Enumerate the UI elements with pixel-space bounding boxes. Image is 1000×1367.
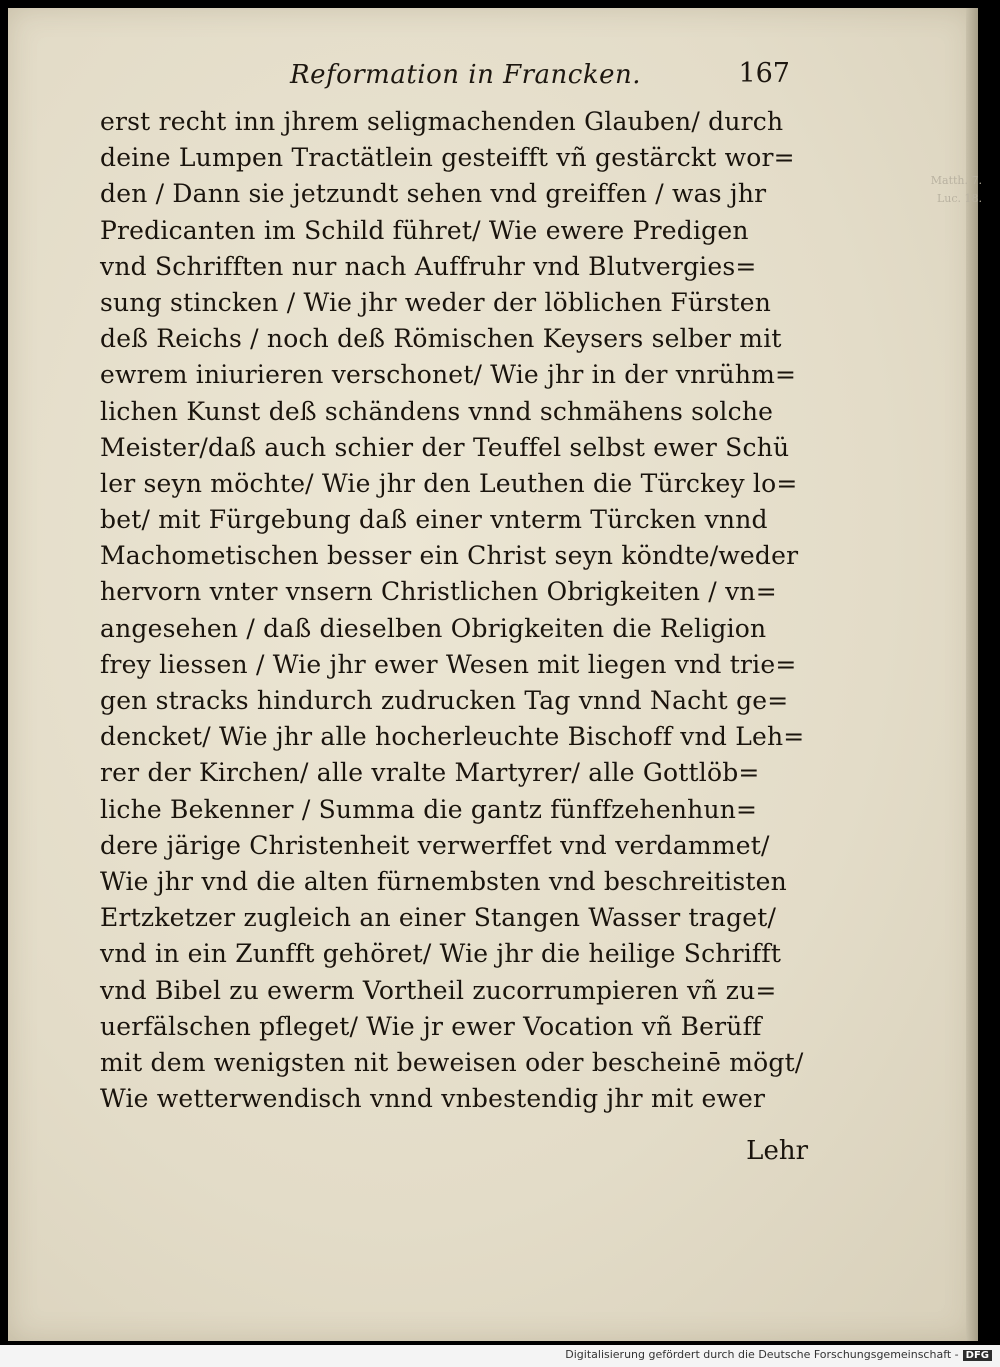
text-line: mit dem wenigsten nit beweisen oder bescheinē mögt/: [100, 1047, 804, 1077]
text-line: Wie jhr vnd die alten fürnembsten vnd beschreitisten: [100, 866, 787, 896]
dfg-logo: DFG: [963, 1350, 992, 1361]
text-line: angesehen / daß dieselben Obrigkeiten die Religion: [100, 613, 767, 643]
text-line: hervorn vnter vnsern Christlichen Obrigkeiten / vn=: [100, 577, 777, 607]
text-line: dencket/ Wie jhr alle hocherleuchte Bischoff vnd Leh=: [100, 722, 805, 752]
text-line: deß Reichs / noch deß Römischen Keysers selber mit: [100, 324, 782, 354]
text-line: Wie wetterwendisch vnnd vnbestendig jhr mit ewer: [100, 1084, 766, 1114]
catchword: Lehr: [746, 1136, 808, 1166]
text-line: vnd in ein Zunfft gehöret/ Wie jhr die heilige Schrifft: [100, 939, 782, 969]
text-line: liche Bekenner / Summa die gantz fünffzehenhun=: [100, 794, 758, 824]
text-line: deine Lumpen Tractätlein gesteifft vñ gestärckt wor=: [100, 143, 795, 173]
text-line: dere järige Christenheit verwerffet vnd verdammet/: [100, 830, 770, 860]
text-line: erst recht inn jhrem seligmachenden Glauben/ durch: [100, 107, 784, 136]
running-head-title: Reformation in Francken.: [290, 60, 642, 90]
page-edge: [966, 8, 978, 1341]
text-line: Meister/daß auch schier der Teuffel selbst ewer Schü: [100, 432, 790, 462]
text-line: bet/ mit Fürgebung daß einer vnterm Türcken vnnd: [100, 505, 768, 535]
footer-bar: [0, 1345, 1000, 1367]
text-line: vnd Bibel zu ewerm Vortheil zucorrumpieren vñ zu=: [100, 975, 777, 1005]
margin-note: Matth. 7.: [930, 174, 982, 187]
margin-notes: [931, 172, 982, 207]
margin-note: Luc. 18.: [936, 191, 982, 205]
text-line: Ertzketzer zugleich an einer Stangen Wasser traget/: [100, 903, 777, 933]
text-line: sung stincken / Wie jhr weder der löblichen Fürsten: [100, 287, 772, 317]
text-line: den / Dann sie jetzundt sehen vnd greiffen / was jhr: [100, 179, 767, 209]
text-line: vnd Schrifften nur nach Auffruhr vnd Blutvergies=: [100, 251, 757, 281]
text-line: lichen Kunst deß schändens vnnd schmähens solche: [100, 396, 774, 426]
text-line: ewrem iniurieren verschonet/ Wie jhr in der vnrühm=: [100, 360, 797, 390]
running-head: [100, 56, 790, 96]
text-line: ler seyn möchte/ Wie jhr den Leuthen die Türckey lo=: [100, 468, 798, 498]
text-line: uerfälschen pfleget/ Wie jr ewer Vocation vñ Berüff: [100, 1011, 762, 1041]
footer-credit-text: Digitalisierung gefördert durch die Deutsche Forschungsgemeinschaft -: [565, 1348, 959, 1361]
text-line: frey liessen / Wie jhr ewer Wesen mit liegen vnd trie=: [100, 649, 797, 679]
text-line: gen stracks hindurch zudrucken Tag vnnd Nacht ge=: [100, 686, 789, 715]
text-line: Machometischen besser ein Christ seyn köndte/weder: [100, 541, 799, 571]
body-text: [100, 104, 805, 1117]
text-line: Predicanten im Schild führet/ Wie ewere Predigen: [100, 215, 749, 245]
page-number: 167: [738, 58, 790, 89]
text-line: rer der Kirchen/ alle vralte Martyrer/ alle Gottlöb=: [100, 758, 760, 788]
footer-credit: [565, 1348, 992, 1361]
